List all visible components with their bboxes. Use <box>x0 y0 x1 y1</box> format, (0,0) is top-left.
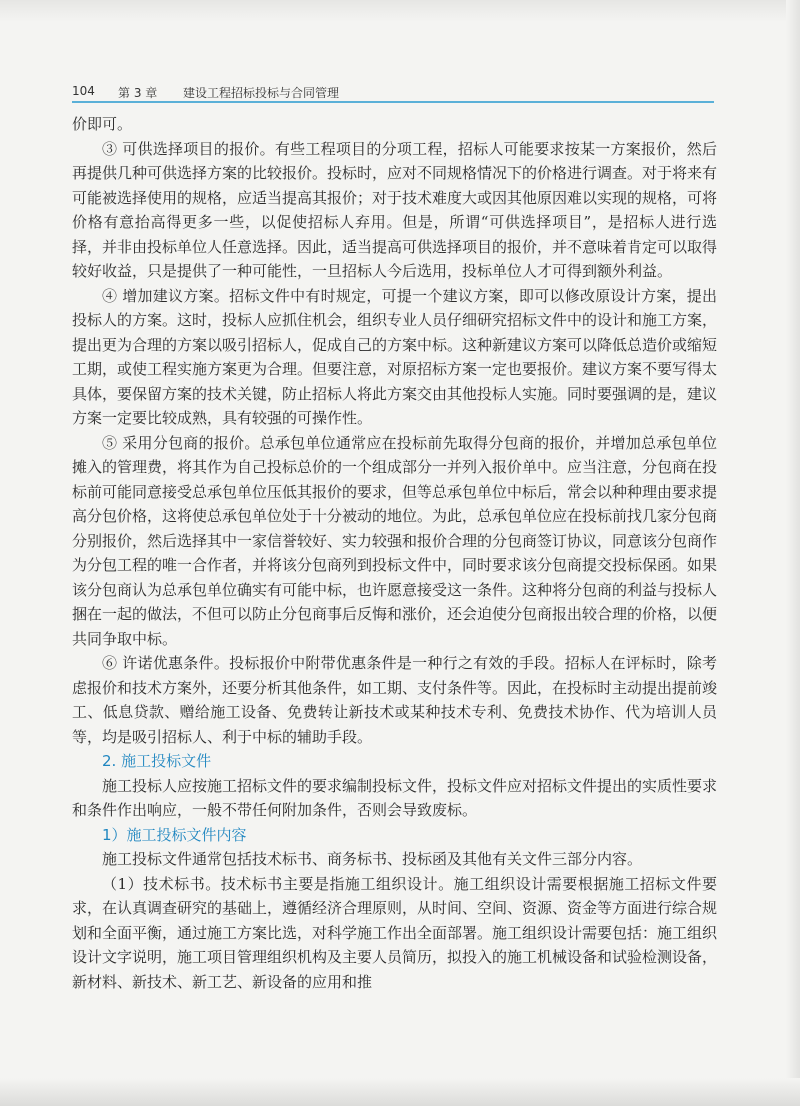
header-rule <box>72 101 714 103</box>
paragraph-preferential-terms: ⑥ 许诺优惠条件。投标报价中附带优惠条件是一种行之有效的手段。招标人在评标时，除考虑报价和技术方案外，还要分析其他条件，如工期、支付条件等。因此，在投标时主动提出提前竣工、低息贷款、赠给施工设备、免费转让新技术或某种技术专利、免费技术协作、代为培训人员等，均是吸引招标人、利于中标的辅助手段。 <box>72 654 718 746</box>
chapter-title: 建设工程招标投标与合同管理 <box>183 86 340 100</box>
subsection-heading: 1）施工投标文件内容 <box>102 825 247 844</box>
chapter-label: 第 3 章 <box>118 86 158 100</box>
paragraph-alternative-proposal: ④ 增加建议方案。招标文件中有时规定，可提一个建议方案，即可以修改原设计方案，提出投标人的方案。这时，投标人应抓住机会，组织专业人员仔细研究招标文件中的设计和施工方案，提出更为合理的方案以吸引招标人，促成自己的方案中标。这种新建议方案可以降低总造价或缩短工期，或使工程实施方案更为合理。但要注意，对原招标方案一定也要报价。建议方案不要写得太具体，要保留方案的技术关键，防止招标人将此方案交由其他投标人实施。同时要强调的是，建议方案一定要比较成熟，具有较强的可操作性。 <box>72 286 718 427</box>
page-top-shadow <box>0 0 800 22</box>
paragraph-bid-document-contents: 施工投标文件通常包括技术标书、商务标书、投标函及其他有关文件三部分内容。 <box>102 850 643 868</box>
paragraph-continuation: 价即可。 <box>72 115 133 133</box>
running-header <box>72 82 712 102</box>
page-bottom-edge <box>0 1078 800 1106</box>
page-body <box>72 112 717 994</box>
section-heading: 2. 施工投标文件 <box>102 752 212 770</box>
paragraph-subcontractor-quote: ⑤ 采用分包商的报价。总承包单位通常应在投标前先取得分包商的报价，并增加总承包单位摊入的管理费，将其作为自己投标总价的一个组成部分一并列入报价单中。应当注意，分包商在投标前可能同意接受总承包单位压低其报价的要求，但等总承包单位中标后，常会以种种理由要求提高分包价格，这将使总承包单位处于十分被动的地位。为此，总承包单位应在投标前找几家分包商分别报价，然后选择其中一家信誉较好、实力较强和报价合理的分包商签订协议，同意该分包商作为分包工程的唯一合作者，并将该分包商列到投标文件中，同时要求该分包商提交投标保函。如果该分包商认为总承包单位确实有可能中标，也许愿意接受这一条件。这种将分包商的利益与投标人捆在一起的做法，不但可以防止分包商事后反悔和涨价，还会迫使分包商报出较合理的价格，以便共同争取中标。 <box>72 433 718 648</box>
page-number: 104 <box>72 84 95 98</box>
page-right-edge <box>786 0 800 1106</box>
paragraph-optional-items: ③ 可供选择项目的报价。有些工程项目的分项工程，招标人可能要求按某一方案报价，然后再提供几种可供选择方案的比较报价。投标时，应对不同规格情况下的价格进行调查。对于将来有可能被选择使用的规格，应适当提高其报价；对于技术难度大或因其他原因难以实现的规格，可将价格有意抬高得更多一些，以促使招标人弃用。但是，所谓“可供选择项目”，是招标人进行选择，并非由投标单位人任意选择。因此，适当提高可供选择项目的报价，并不意味着肯定可以取得较好收益，只是提供了一种可能性，一旦招标人今后选用，投标单位人才可得到额外利益。 <box>72 139 718 280</box>
paragraph-bid-document-intro: 施工投标人应按施工招标文件的要求编制投标文件，投标文件应对招标文件提出的实质性要求和条件作出响应，一般不带任何附加条件，否则会导致废标。 <box>72 776 718 819</box>
paragraph-technical-proposal: （1）技术标书。技术标书主要是指施工组织设计。施工组织设计需要根据施工招标文件要求，在认真调查研究的基础上，遵循经济合理原则，从时间、空间、资源、资金等方面进行综合规划和全面平衡，通过施工方案比选，对科学施工作出全面部署。施工组织设计需要包括：施工组织设计文字说明，施工项目管理组织机构及主要人员简历，拟投入的施工机械设备和试验检测设备，新材料、新技术、新工艺、新设备的应用和推 <box>72 874 718 991</box>
